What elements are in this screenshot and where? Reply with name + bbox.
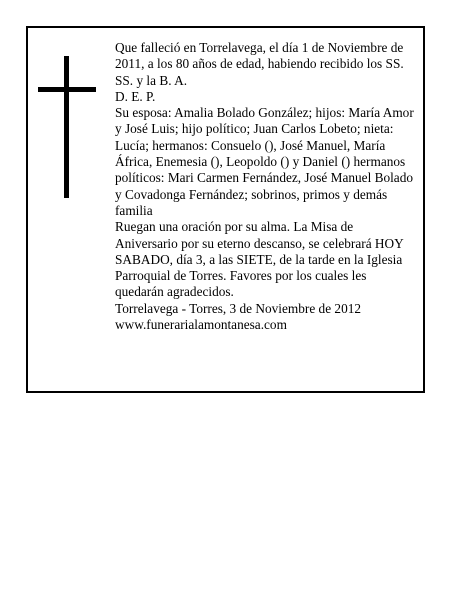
cross-icon [38, 56, 96, 198]
rip-line: D. E. P. [115, 88, 156, 104]
place-date: Torrelavega - Torres, 3 de Noviembre de 2012 [115, 300, 362, 316]
obituary-text [115, 40, 415, 333]
mass-announcement: Ruegan una oración por su alma. La Misa de Aniversario por su eterno descanso, se celebrará HOY SABADO, día 3, a las SIETE, de la tarde en la Iglesia Parroquial de Torres. Favores por los cuales les quedarán agradecidos. [115, 219, 404, 300]
cross-horizontal-bar [38, 87, 96, 92]
family-list: Su esposa: Amalia Bolado González; hijos: María Amor y José Luis; hijo político; Juan Carlos Lobeto; nieta: Lucía; hermanos: Consuelo (), José Manuel, María África, Enemesia (), Leopoldo () y Daniel () hermanos políticos: Mari Carmen Fernández, José Manuel Bolado y Covadonga Fernández; sobrinos, primos y demás familia [115, 105, 414, 218]
cross-vertical-bar [64, 56, 69, 198]
death-notice: Que falleció en Torrelavega, el día 1 de Noviembre de 2011, a los 80 años de edad, habiendo recibido los SS. SS. y la B. A. [115, 40, 404, 88]
obituary-notice [26, 26, 425, 393]
funeral-home-website: www.funerarialamontanesa.com [115, 317, 287, 333]
